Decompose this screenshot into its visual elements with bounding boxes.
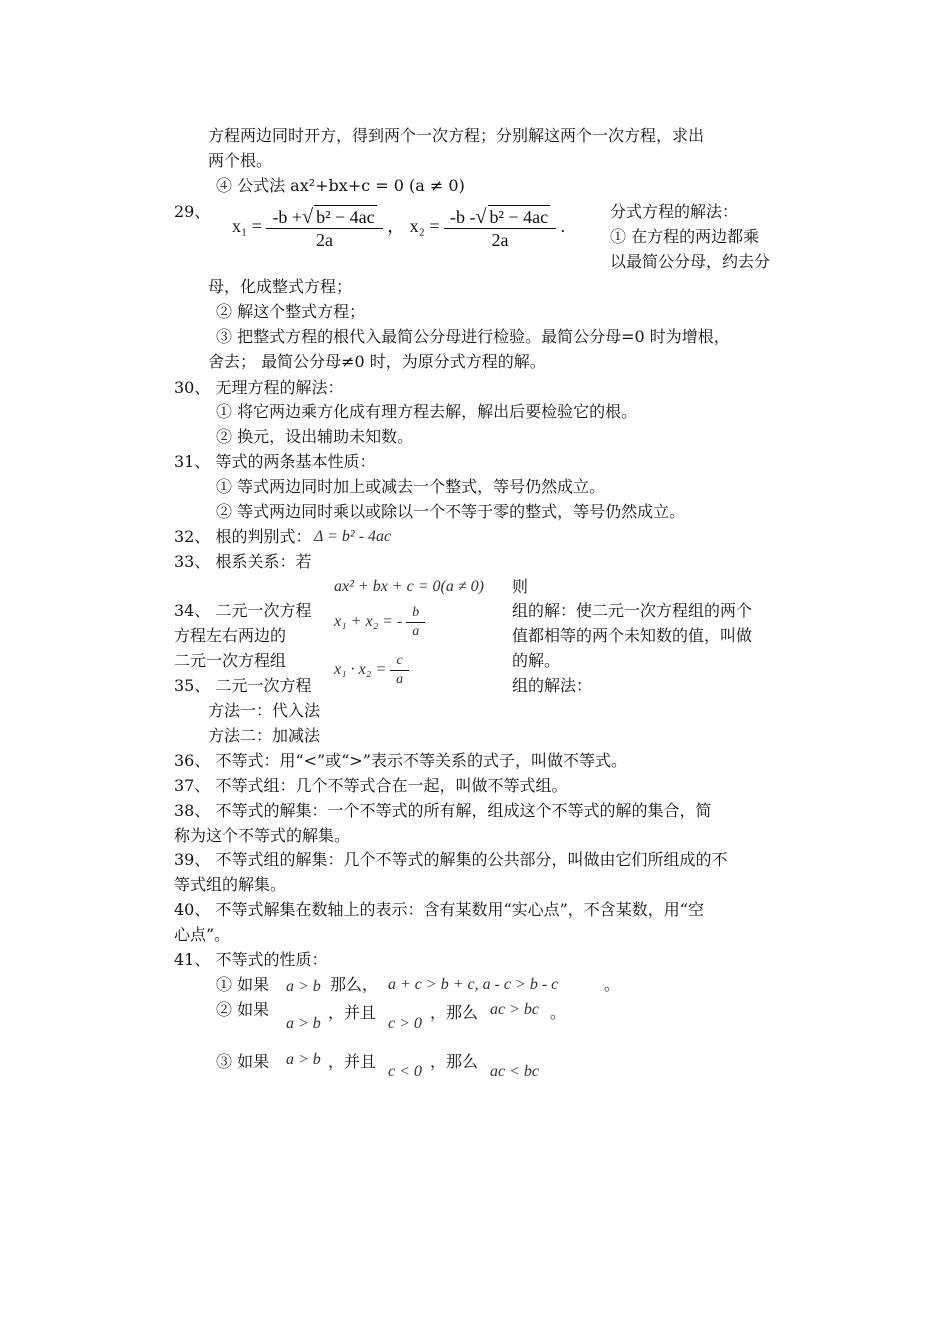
text-line: 母，化成整式方程；: [208, 277, 353, 296]
text-line: 33、 根系关系：若: [174, 552, 312, 571]
text-line: 31、 等式的两条基本性质：: [174, 452, 376, 471]
text-line: ① 在方程的两边都乘: [610, 227, 760, 246]
text-line: 则: [512, 577, 529, 596]
text-line: 38、 不等式的解集：一个不等式的所有解，组成这个不等式的解的集合，简: [174, 801, 712, 820]
text-line: 35、 二元一次方程: [174, 676, 312, 695]
text-line: ① 如果: [216, 975, 270, 994]
x1-label: x₁ =: [232, 216, 262, 236]
text-line: ② 解这个整式方程；: [216, 302, 366, 321]
text-line: ，那么: [430, 1003, 479, 1022]
text-line: 39、 不等式组的解集：几个不等式的解集的公共部分，叫做由它们所组成的不: [174, 850, 728, 869]
text-line: 称为这个不等式的解集。: [174, 826, 351, 845]
vieta-product: x₁ · x₂ = $\frac{c}{a}$: [334, 648, 409, 692]
math-expr: ac < bc: [490, 1063, 539, 1080]
text-line: ，并且: [328, 1003, 377, 1022]
text-line: 分式方程的解法：: [610, 202, 739, 221]
text-line: 36、 不等式：用“<”或“>”表示不等关系的式子，叫做不等式。: [174, 751, 627, 770]
text-line: 30、 无理方程的解法：: [174, 378, 344, 397]
text-line: ① 等式两边同时加上或减去一个整式，等号仍然成立。: [216, 477, 606, 496]
text-line: ① 将它两边乘方化成有理方程去解，解出后要检验它的根。: [216, 402, 638, 421]
text-line: 方程两边同时开方，得到两个一次方程；分别解这两个一次方程，求出: [208, 126, 705, 145]
text-line: ② 等式两边同时乘以或除以一个不等于零的整式，等号仍然成立。: [216, 502, 686, 521]
math-expr: a + c > b + c, a - c > b - c: [388, 976, 559, 993]
text-line: 40、 不等式解集在数轴上的表示：含有某数用“实心点”，不含某数，用“空: [174, 900, 704, 919]
math-expr: a > b: [286, 978, 321, 995]
text-line: 的解。: [512, 651, 561, 670]
x1-fraction: $\frac{\text{-b +√ b² − 4ac}}{2a}$: [266, 205, 382, 251]
text-line: ② 如果: [216, 1000, 270, 1019]
text-line: 心点”。: [174, 925, 231, 944]
quadratic-equation: ax² + bx + c = 0(a ≠ 0): [334, 578, 484, 595]
text-line: ③ 如果: [216, 1052, 270, 1071]
text-line: 组的解：使二元一次方程组的两个: [512, 601, 753, 620]
text-line: 等式组的解集。: [174, 875, 287, 894]
item-number: 29、: [174, 202, 211, 221]
text-line: 。: [550, 1003, 567, 1022]
text-line: ② 换元，设出辅助未知数。: [216, 427, 414, 446]
text-line: 舍去； 最简公分母≠0 时，为原分式方程的解。: [208, 352, 546, 371]
text-line: 方程左右两边的: [174, 626, 287, 645]
text-line: 。: [604, 975, 621, 994]
text-line: ，并且: [328, 1052, 377, 1071]
text-line: 值都相等的两个未知数的值，叫做: [512, 626, 753, 645]
x2-fraction: $\frac{\text{-b -√ b² − 4ac}}{2a}$: [444, 205, 556, 251]
text-line: 41、 不等式的性质：: [174, 950, 328, 969]
math-expr: c < 0: [388, 1063, 422, 1080]
math-expr: ac > bc: [490, 1001, 539, 1018]
text-line: 方法一：代入法: [208, 701, 321, 720]
text-line: 二元一次方程组: [174, 651, 287, 670]
x2-label: x₂ =: [409, 216, 440, 236]
math-expr: c > 0: [388, 1015, 422, 1032]
text-line: 32、 根的判别式：: [174, 527, 312, 546]
text-line: ④ 公式法 ax²+bx+c = 0 (a ≠ 0): [216, 176, 465, 195]
text-line: 以最简公分母，约去分: [610, 252, 771, 271]
math-expr: a > b: [286, 1051, 321, 1068]
text-line: 那么，: [330, 975, 379, 994]
quadratic-formula: x₁ = $\frac{\text{-b +√ b² − 4ac}}{2a}$ ， x₂ = $\frac{\text{-b -√ b² − 4ac}}{2a}$ .: [232, 205, 566, 250]
text-line: 37、 不等式组：几个不等式合在一起，叫做不等式组。: [174, 776, 568, 795]
text-line: 两个根。: [208, 151, 273, 170]
text-line: ，那么: [430, 1052, 479, 1071]
vieta-sum: x₁ + x₂ = - $\frac{b}{a}$: [334, 600, 425, 644]
text-line: ③ 把整式方程的根代入最简公分母进行检验。最简公分母=0 时为增根，: [216, 327, 730, 346]
text-line: 组的解法：: [512, 676, 593, 695]
text-line: 34、 二元一次方程: [174, 601, 312, 620]
math-expr: a > b: [286, 1015, 321, 1032]
text-line: 方法二：加减法: [208, 726, 321, 745]
discriminant-formula: Δ = b² - 4ac: [314, 528, 392, 545]
